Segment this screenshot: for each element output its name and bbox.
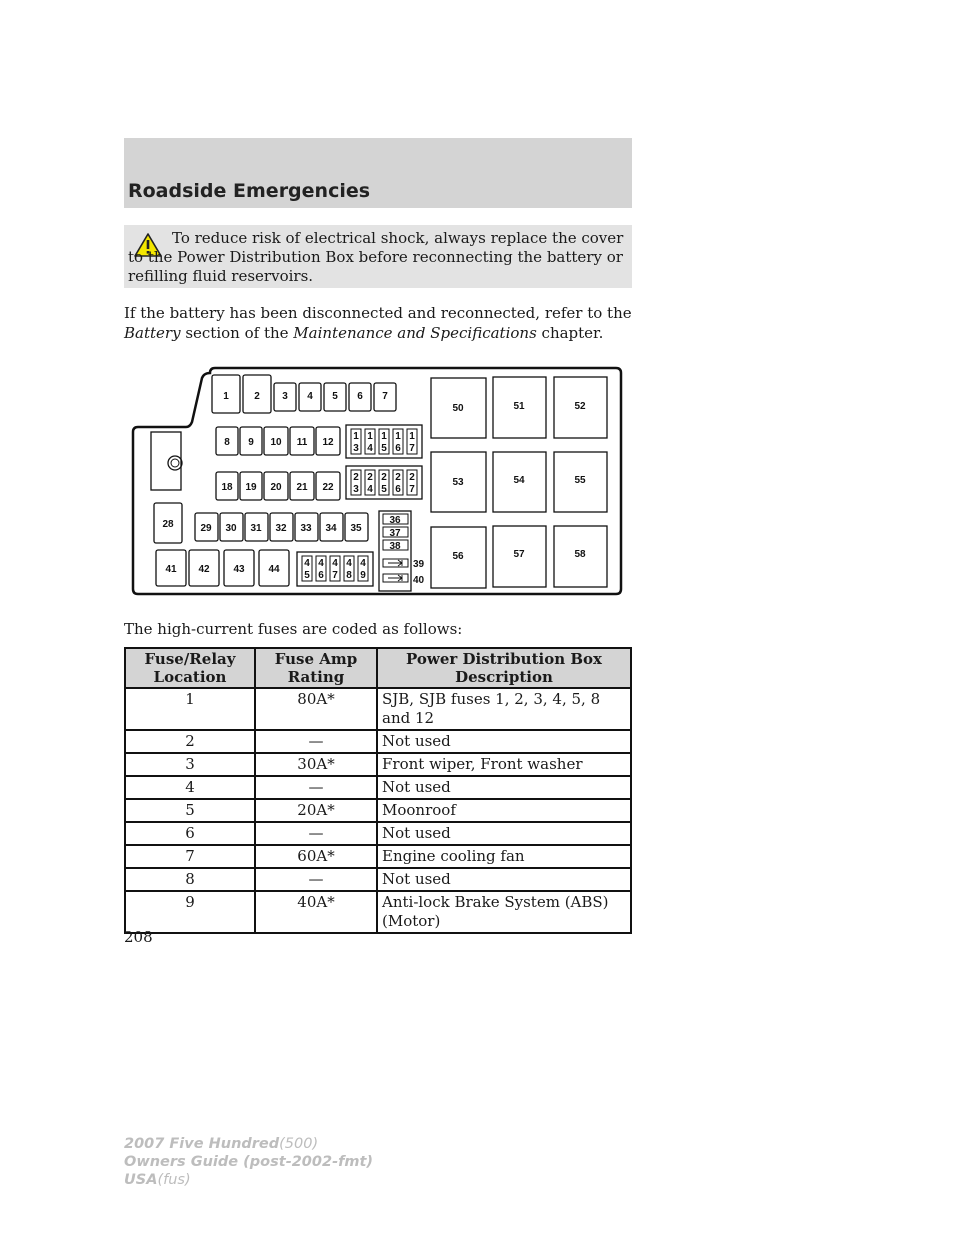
- para-middle: section of the: [185, 324, 289, 342]
- relay-56-label: 56: [452, 551, 464, 562]
- para-italic-battery: Battery: [124, 324, 181, 342]
- fuse-19-label: 19: [245, 482, 257, 493]
- fuse-box-diagram: [130, 365, 624, 597]
- fuse-21-label: 21: [296, 482, 308, 493]
- svg-text:5: 5: [381, 484, 387, 495]
- cell-description: Not used: [377, 822, 631, 845]
- mini-fuse-16: [393, 429, 403, 454]
- svg-text:6: 6: [318, 570, 324, 581]
- mini-fuse-26: [393, 470, 403, 495]
- table-intro: The high-current fuses are coded as follows:: [124, 620, 463, 638]
- footer: [124, 1135, 373, 1189]
- footer-market: USA: [124, 1172, 158, 1188]
- footer-model-code: (500): [279, 1136, 319, 1152]
- cell-rating: —: [255, 822, 377, 845]
- mini-fuse-45: [302, 556, 312, 581]
- svg-text:3: 3: [353, 484, 359, 495]
- svg-text:1: 1: [367, 431, 373, 442]
- svg-text:9: 9: [360, 570, 366, 581]
- cell-location: 1: [125, 688, 255, 730]
- mini-fuse-23: [351, 470, 361, 495]
- fuse-29-label: 29: [200, 523, 212, 534]
- fuse-28-label: 28: [162, 519, 174, 530]
- cell-description: Front wiper, Front washer: [377, 753, 631, 776]
- svg-text:1: 1: [409, 431, 415, 442]
- fuse-10-label: 10: [270, 437, 282, 448]
- para-before: If the battery has been disconnected and reconnected, refer to the: [124, 304, 632, 322]
- table-row: [125, 868, 631, 891]
- table-row: [125, 688, 631, 730]
- cell-description: Not used: [377, 730, 631, 753]
- cell-rating: —: [255, 730, 377, 753]
- fuse-36-label: 36: [389, 515, 401, 526]
- fuse-22-label: 22: [322, 482, 334, 493]
- mini-fuse-14: [365, 429, 375, 454]
- cell-rating: 30A*: [255, 753, 377, 776]
- table-row: [125, 799, 631, 822]
- mini-fuse-13: [351, 429, 361, 454]
- battery-paragraph: [124, 303, 634, 343]
- svg-text:2: 2: [381, 472, 387, 483]
- fuse-table: [124, 647, 632, 934]
- cell-location: 5: [125, 799, 255, 822]
- svg-text:1: 1: [353, 431, 359, 442]
- fuse-3-label: 3: [282, 391, 288, 402]
- svg-text:2: 2: [367, 472, 373, 483]
- table-header-row: [125, 648, 631, 688]
- fuse-20-label: 20: [270, 482, 282, 493]
- svg-text:7: 7: [332, 570, 338, 581]
- svg-text:2: 2: [353, 472, 359, 483]
- svg-text:6: 6: [395, 484, 401, 495]
- cell-location: 8: [125, 868, 255, 891]
- footer-guide: Owners Guide (post-2002-fmt): [124, 1154, 374, 1170]
- fuse-43-label: 43: [233, 564, 245, 575]
- fuse-11-label: 11: [296, 437, 308, 448]
- mini-fuse-46: [316, 556, 326, 581]
- table-row: [125, 822, 631, 845]
- mini-fuse-24: [365, 470, 375, 495]
- table-row: [125, 776, 631, 799]
- cell-rating: —: [255, 776, 377, 799]
- mini-fuse-25: [379, 470, 389, 495]
- table-row: [125, 730, 631, 753]
- cell-rating: 20A*: [255, 799, 377, 822]
- svg-text:2: 2: [395, 472, 401, 483]
- fuse-37-label: 37: [389, 528, 401, 539]
- svg-text:4: 4: [367, 484, 373, 495]
- diode-icon: [388, 560, 402, 566]
- fuse-40-label: 40: [413, 575, 425, 586]
- fuse-30-label: 30: [225, 523, 237, 534]
- svg-text:4: 4: [304, 558, 310, 569]
- diode-icon: [388, 575, 402, 581]
- svg-text:7: 7: [409, 484, 415, 495]
- fuse-7-label: 7: [382, 391, 388, 402]
- para-after: chapter.: [541, 324, 604, 342]
- section-title: Roadside Emergencies: [128, 180, 371, 202]
- fuse-9-label: 9: [248, 437, 254, 448]
- relay-51-label: 51: [513, 401, 525, 412]
- fuse-8-label: 8: [224, 437, 230, 448]
- fuse-1-label: 1: [223, 391, 229, 402]
- svg-text:4: 4: [360, 558, 366, 569]
- relay-52-label: 52: [574, 401, 586, 412]
- table-row: [125, 891, 631, 933]
- table-row: [125, 845, 631, 868]
- fuse-39-label: 39: [413, 559, 425, 570]
- fuse-33-label: 33: [300, 523, 312, 534]
- header-rating: Fuse Amp Rating: [255, 648, 377, 688]
- cell-description: Not used: [377, 776, 631, 799]
- para-italic-chapter: Maintenance and Specifications: [293, 324, 537, 342]
- fuse-35-label: 35: [350, 523, 362, 534]
- svg-text:4: 4: [346, 558, 352, 569]
- cell-location: 2: [125, 730, 255, 753]
- svg-text:5: 5: [304, 570, 310, 581]
- relay-53-label: 53: [452, 477, 464, 488]
- svg-text:4: 4: [318, 558, 324, 569]
- svg-text:1: 1: [381, 431, 387, 442]
- fuse-41-label: 41: [165, 564, 177, 575]
- page-number: 208: [124, 928, 153, 946]
- header-location: Fuse/Relay Location: [125, 648, 255, 688]
- fuse-34-label: 34: [325, 523, 337, 534]
- mini-fuse-27: [407, 470, 417, 495]
- cell-description: Engine cooling fan: [377, 845, 631, 868]
- footer-model: 2007 Five Hundred: [124, 1136, 280, 1152]
- mini-fuse-47: [330, 556, 340, 581]
- cell-rating: 60A*: [255, 845, 377, 868]
- mini-fuse-17: [407, 429, 417, 454]
- relay-58-label: 58: [574, 549, 586, 560]
- cell-description: SJB, SJB fuses 1, 2, 3, 4, 5, 8 and 12: [377, 688, 631, 730]
- mini-fuse-49: [358, 556, 368, 581]
- svg-text:4: 4: [332, 558, 338, 569]
- relay-57-label: 57: [513, 549, 525, 560]
- fuse-18-label: 18: [221, 482, 233, 493]
- svg-text:5: 5: [381, 443, 387, 454]
- svg-text:3: 3: [353, 443, 359, 454]
- svg-text:1: 1: [395, 431, 401, 442]
- fuse-2-label: 2: [254, 391, 260, 402]
- fuse-38-label: 38: [389, 541, 401, 552]
- cell-location: 3: [125, 753, 255, 776]
- cell-rating: 40A*: [255, 891, 377, 933]
- cell-location: 7: [125, 845, 255, 868]
- fuse-12-label: 12: [322, 437, 334, 448]
- fuse-44-label: 44: [268, 564, 280, 575]
- header-description: Power Distribution Box Description: [377, 648, 631, 688]
- relay-54-label: 54: [513, 475, 525, 486]
- svg-text:2: 2: [409, 472, 415, 483]
- svg-text:8: 8: [346, 570, 352, 581]
- fuse-42-label: 42: [198, 564, 210, 575]
- svg-text:4: 4: [367, 443, 373, 454]
- fuse-4-label: 4: [307, 391, 313, 402]
- fuse-5-label: 5: [332, 391, 338, 402]
- fuse-31-label: 31: [250, 523, 262, 534]
- cell-rating: 80A*: [255, 688, 377, 730]
- mini-fuse-48: [344, 556, 354, 581]
- cell-description: Moonroof: [377, 799, 631, 822]
- footer-market-code: (fus): [157, 1172, 191, 1188]
- cell-location: 6: [125, 822, 255, 845]
- fuse-32-label: 32: [275, 523, 287, 534]
- warning-text: To reduce risk of electrical shock, always replace the cover to the Power Distribution Box before reconnecting the battery or refilling fluid reservoirs.: [128, 229, 624, 285]
- cell-description: Anti-lock Brake System (ABS) (Motor): [377, 891, 631, 933]
- svg-text:7: 7: [409, 443, 415, 454]
- relay-50-label: 50: [452, 403, 464, 414]
- fuse-6-label: 6: [357, 391, 363, 402]
- relay-55-label: 55: [574, 475, 586, 486]
- cell-location: 9: [125, 891, 255, 933]
- cell-location: 4: [125, 776, 255, 799]
- cell-description: Not used: [377, 868, 631, 891]
- mini-fuse-15: [379, 429, 389, 454]
- cell-rating: —: [255, 868, 377, 891]
- table-row: [125, 753, 631, 776]
- svg-text:6: 6: [395, 443, 401, 454]
- bolt-icon: [168, 456, 182, 470]
